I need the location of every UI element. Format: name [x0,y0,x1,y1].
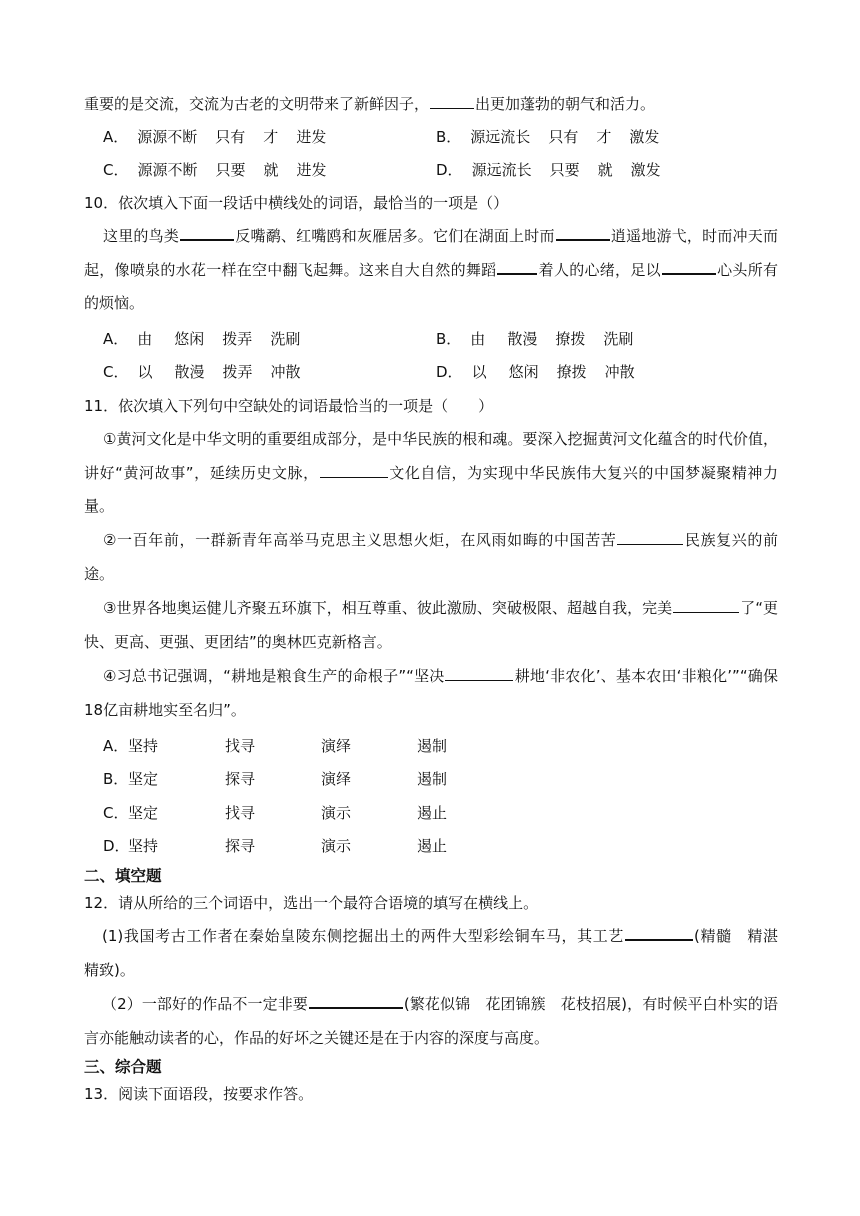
q12-stem: 12．请从所给的三个词语中，选出一个最符合语境的填写在横线上。 [84,894,539,912]
q10-option-d[interactable]: D． 以 悠闲 撩拨 冲散 [436,363,635,381]
q11-option-c[interactable]: C． 坚定 找寻 演示 遏止 [103,804,448,822]
q12-item-2: （2）一部好的作品不一定非要 (繁花似锦 花团锦簇 花枝招展)，有时候平白朴实的语言亦能触动读者的心，作品的好坏之关键还是在于内容的深度与高度。 [84,988,778,1055]
q9-option-c[interactable]: C． 源源不断 只要 就 进发 [103,161,327,179]
q10-stem: 10．依次填入下面一段话中横线处的词语，最恰当的一项是（） [84,194,509,212]
q10-option-a[interactable]: A． 由 悠闲 拨弄 洗刷 [103,330,301,348]
q10-option-b[interactable]: B． 由 散漫 撩拨 洗刷 [436,330,634,348]
q11-sentence-2: ②一百年前，一群新青年高举马克思主义思想火炬，在风雨如晦的中国苦苦 民族复兴的前途。 [84,531,778,583]
blank [625,924,693,941]
q9-option-b[interactable]: B． 源远流长 只有 才 激发 [436,128,660,146]
section-heading-fill-in: 二、填空题 [84,867,162,885]
blank [430,93,474,109]
q10-option-c[interactable]: C． 以 散漫 拨弄 冲散 [103,363,301,381]
q11-option-a[interactable]: A． 坚持 找寻 演绎 遏制 [103,737,448,755]
q11-stem: 11．依次填入下列句中空缺处的词语最恰当的一项是（ ） [84,397,494,415]
blank [662,258,716,275]
blank [617,529,683,545]
q12-item-1: (1)我国考古工作者在秦始皇陵东侧挖掘出土的两件大型彩绘铜车马，其工艺 (精髓 精湛 精致)。 [84,920,778,987]
q9-option-d[interactable]: D． 源远流长 只要 就 激发 [436,161,661,179]
q11-sentence-3: ③世界各地奥运健儿齐聚五环旗下，相互尊重、彼此激励、突破极限、超越自我，完美 了“更快、更高、更强、更团结”的奥林匹克新格言。 [84,599,778,651]
blank [309,992,403,1009]
q10-passage: 这里的鸟类 反嘴鹬、红嘴鸥和灰雁居多。它们在湖面上时而 逍遥地游弋，时而冲天而起，像喷泉的水花一样在空中翻飞起舞。这来自大自然的舞蹈 着人的心绪，足以 心头所有的烦恼。 [84,220,778,321]
q9-option-a[interactable]: A． 源源不断 只有 才 进发 [103,128,327,146]
q9-tail: 重要的是交流，交流为古老的文明带来了新鲜因子， 出更加蓬勃的朝气和活力。 [84,95,656,113]
q13-stem: 13．阅读下面语段，按要求作答。 [84,1085,314,1103]
blank [673,597,739,613]
blank [180,224,234,241]
q11-option-d[interactable]: D． 坚持 探寻 演示 遏止 [103,837,448,855]
q11-sentence-1: ①黄河文化是中华文明的重要组成部分，是中华民族的根和魂。要深入挖掘黄河文化蕴含的时代价值，讲好“黄河故事”，延续历史文脉， 文化自信，为实现中华民族伟大复兴的中国梦凝聚精神力量。 [84,430,778,515]
blank [497,258,537,275]
section-heading-comprehensive: 三、综合题 [84,1058,162,1076]
blank [320,462,388,478]
blank [445,665,513,681]
q11-sentence-4: ④习总书记强调，“耕地是粮食生产的命根子”“坚决 耕地‘非农化’、基本农田‘非粮化’”“确保18亿亩耕地实至名归”。 [84,667,778,719]
q11-option-b[interactable]: B． 坚定 探寻 演绎 遏制 [103,770,448,788]
blank [556,224,610,241]
